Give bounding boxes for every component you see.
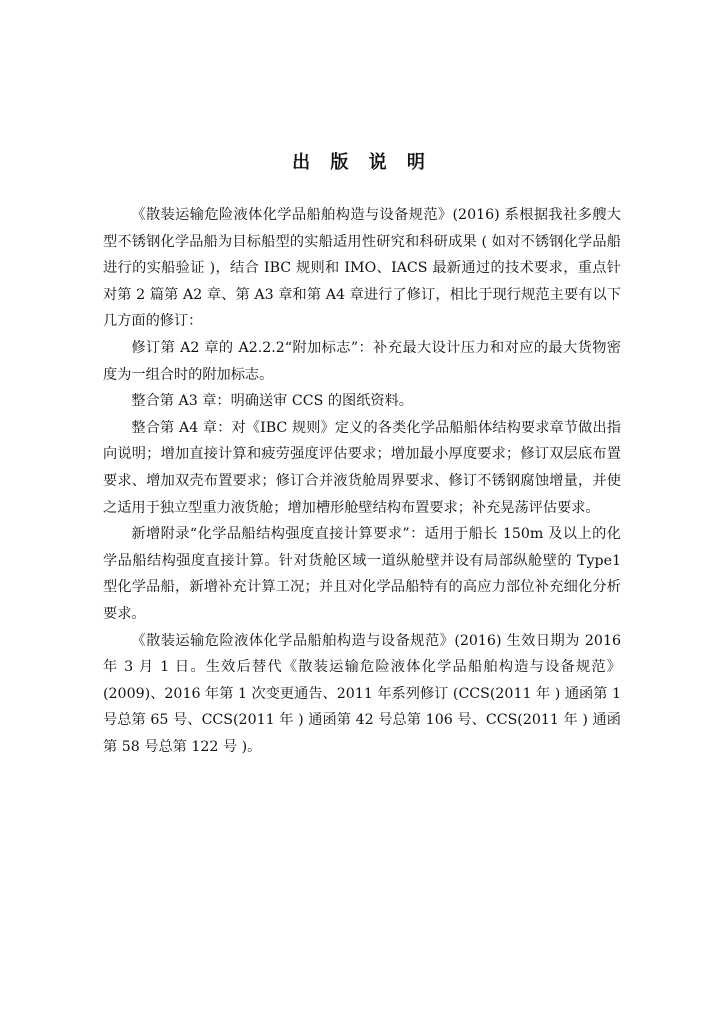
page-title: 出 版 说 明	[292, 152, 432, 173]
document-body	[103, 202, 621, 760]
paragraph-effective-date: 《散装运输危险液体化学品船舶构造与设备规范》(2016) 生效日期为 2016 年 3 月 1 日。生效后替代《散装运输危险液体化学品船舶构造与设备规范》(2009)、2016 年第 1 次变更通告、2011 年系列修订 (CCS(2011 年 ) 通函第 1 号总第 65 号、CCS(2011 年 ) 通函第 42 号总第 106 号、CCS(2011 年 ) 通函第 58 号总第 122 号 )。	[103, 632, 621, 755]
paragraph-new-appendix: 新增附录“化学品船结构强度直接计算要求”：适用于船长 150m 及以上的化学品船结构强度直接计算。针对货舱区域一道纵舱壁并设有局部纵舱壁的 Type1 型化学品船，新增补充计算工况；并且对化学品船特有的高应力部位补充细化分析要求。	[103, 526, 621, 622]
paragraph-a4-revision: 整合第 A4 章：对《IBC 规则》定义的各类化学品船船体结构要求章节做出指向说明；增加直接计算和疲劳强度评估要求；增加最小厚度要求；修订双层底布置要求、增加双壳布置要求；修订合并液货舱周界要求、修订不锈钢腐蚀增量，并使之适用于独立型重力液货舱；增加槽形舱壁结构布置要求；补充晃荡评估要求。	[103, 419, 621, 516]
paragraph-intro: 《散装运输危险液体化学品船舶构造与设备规范》(2016) 系根据我社多艘大型不锈钢化学品船为目标船型的实船适用性研究和科研成果 ( 如对不锈钢化学品船进行的实船验证 )，结合 IBC 规则和 IMO、IACS 最新通过的技术要求，重点针对第 2 篇第 A2 章、第 A3 章和第 A4 章进行了修订，相比于现行规范主要有以下几方面的修订：	[103, 207, 621, 330]
paragraph-a3-revision: 整合第 A3 章：明确送审 CCS 的图纸资料。	[131, 393, 413, 410]
paragraph-a2-revision: 修订第 A2 章的 A2.2.2“附加标志”：补充最大设计压力和对应的最大货物密度为一组合时的附加标志。	[103, 339, 621, 383]
